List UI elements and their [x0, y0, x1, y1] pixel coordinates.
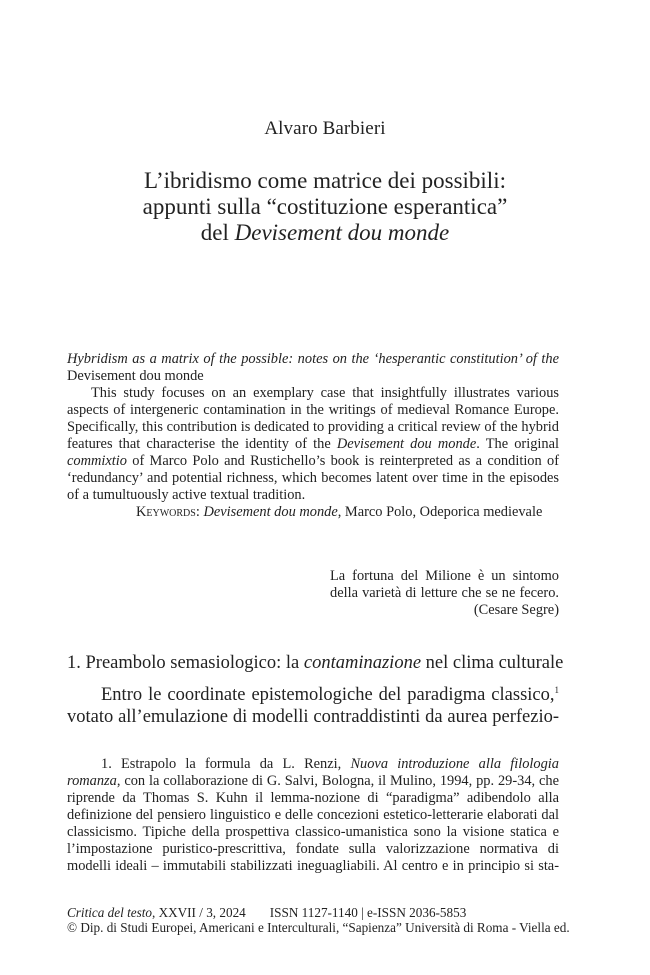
english-title-italic: Hybridism as a matrix of the possible: notes on the ‘hesperantic constitution’ of the — [67, 351, 559, 367]
footnote-part-1: 1. Estrapolo la formula da L. Renzi, — [101, 756, 351, 772]
title-line-1: L’ibridismo come matrice dei possibili: — [144, 168, 506, 193]
footnote-part-2: , con la collaborazione di G. Salvi, Bologna, il Mulino, 1994, pp. 29-34, che riprende da Thomas S. Kuhn il lemma-nozione di “paradigma” adibendolo alla definizione del pensiero linguistico e delle concezioni estetico-letterarie elaborati dal classicismo. Tipiche della prospettiva classico-umanistica sono la visione statica e l’impostazione puristico-prescrittiva, fondate sulla valorizzazione normativa di modelli ideali – immutabili stabilizzati ineguagliabili. Al centro e in principio si sta- — [67, 773, 559, 874]
journal-issue: , XXVII / 3, 2024 — [151, 905, 246, 920]
body-text-part-1: Entro le coordinate epistemologiche del paradigma classico, — [101, 685, 555, 705]
section-heading-italic: contaminazione — [303, 653, 422, 673]
section-heading-suffix: nel clima culturale — [421, 653, 564, 673]
keywords-label: Keywords: — [136, 504, 200, 520]
keywords-line — [67, 504, 559, 521]
abstract-text-part-3: of Marco Polo and Rustichello’s book is reinterpreted as a condition of ‘redundancy’ and potential richness, which becomes latent over time in the episodes of a tumultuously active textual tradition. — [67, 453, 559, 503]
abstract-block — [67, 351, 559, 521]
abstract-italic-1: Devisement dou monde — [336, 436, 477, 452]
abstract-text-part-1: This study focuses on an exemplary case that insightfully illustrates various aspects of intergeneric contamination in the writings of medieval Romance Europe. Specifically, this contribution is dedicated to providing a critical review of the hybrid features that characterise the identity of the — [67, 385, 559, 452]
title-work-italic: Devisement dou monde — [234, 220, 450, 245]
footer-copyright: © Dip. di Studi Europei, Americani e Interculturali, “Sapienza” Università di Roma - Viella ed. — [67, 920, 570, 935]
author-name: Alvaro Barbieri — [264, 118, 386, 139]
epigraph-attribution: (Cesare Segre) — [473, 602, 559, 618]
section-heading-prefix: 1. Preambolo semasiologico: la — [67, 653, 304, 673]
body-text-part-2: votato all’emulazione di modelli contraddistinti da aurea perfezio- — [67, 707, 559, 727]
abstract-italic-2: commixtio — [67, 453, 127, 469]
article-title — [0, 168, 650, 246]
epigraph — [330, 568, 559, 619]
abstract-text-part-2: . The original — [476, 436, 559, 452]
keywords-italic: Devisement dou monde — [203, 504, 338, 520]
body-paragraph — [67, 684, 559, 728]
keywords-rest: , Marco Polo, Odeporica medievale — [337, 504, 543, 520]
footnote-reference[interactable]: 1 — [554, 684, 559, 695]
title-line-3 — [0, 220, 650, 246]
epigraph-line-2: della varietà di letture che se ne fecero. — [330, 585, 559, 601]
footer-line-1 — [67, 905, 567, 920]
epigraph-line-1: La fortuna del Milione è un sintomo — [330, 568, 559, 584]
title-line-2: appunti sulla “costituzione esperantica” — [142, 194, 508, 219]
footnote-text — [67, 756, 559, 875]
english-title — [67, 351, 559, 385]
journal-name: Critica del testo — [67, 905, 152, 920]
english-title-roman: Devisement dou monde — [67, 368, 204, 384]
abstract-text — [67, 385, 559, 504]
body-paragraph-text — [67, 684, 559, 728]
footnote-italic: Nuova introduzione alla filologia romanza — [67, 756, 559, 789]
page-footer — [67, 905, 570, 935]
section-heading — [67, 652, 563, 674]
issn-info: ISSN 1127-1140 | e-ISSN 2036-5853 — [269, 905, 467, 920]
footnote — [67, 756, 559, 875]
title-line-3-prefix: del — [200, 220, 235, 245]
